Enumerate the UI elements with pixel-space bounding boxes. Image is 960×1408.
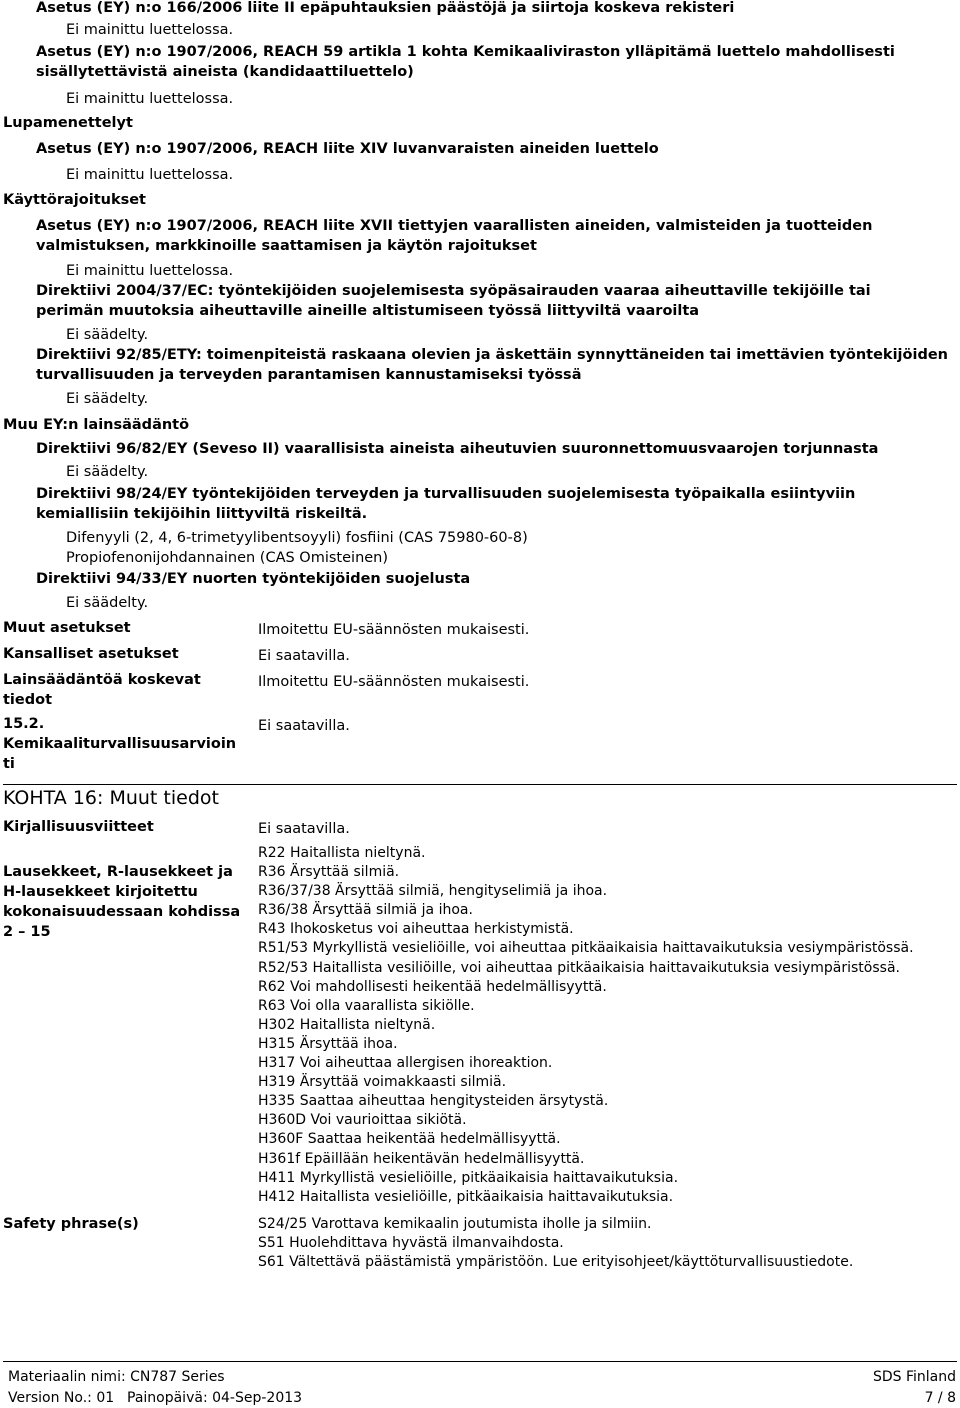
phrase-item: R43 Ihokosketus voi aiheuttaa herkistymistä. <box>258 921 574 938</box>
phrase-item: R52/53 Haitallista vesiliöille, voi aiheuttaa pitkäaikaisia haittavaikutuksia vesiympäristössä. <box>258 959 900 976</box>
phrase-item: R36/37/38 Ärsyttää silmiä, hengityselimiä ja ihoa. <box>258 883 608 900</box>
authorisations-heading: Lupamenettelyt <box>3 115 133 131</box>
legal-info-value: Ilmoitettu EU-säännösten mukaisesti. <box>258 674 530 690</box>
reach-xiv-value: Ei mainittu luettelossa. <box>66 167 234 183</box>
reach-xvii-title: Asetus (EY) n:o 1907/2006, REACH liite XVII tiettyjen vaarallisten aineiden, valmisteiden ja tuotteiden valmistuksen, markkinoille saattamisen ja käytön rajoitukset <box>36 218 873 254</box>
dir2004-value: Ei säädelty. <box>66 327 149 343</box>
phrase-item: H360D Voi vaurioittaa sikiötä. <box>258 1112 467 1129</box>
phrase-item: R62 Voi mahdollisesti heikentää hedelmällisyyttä. <box>258 978 607 995</box>
dir98-title: Direktiivi 98/24/EY työntekijöiden terveyden ja turvallisuuden suojelemisesta työpaikalla esiintyviin kemiallisiin tekijöihin liittyviltä riskeiltä. <box>36 486 856 522</box>
phrase-item: R51/53 Myrkyllistä vesieliöille, voi aiheuttaa pitkäaikaisia haittavaikutuksia vesiympäristössä. <box>258 940 914 957</box>
csa-label: Kemikaaliturvallisuusarviointi <box>3 736 237 772</box>
dir98-item-1: Difenyyli (2, 4, 6-trimetyylibentsoyyli) fosfiini (CAS 75980-60-8) <box>66 530 528 546</box>
section-divider <box>3 784 957 785</box>
phrase-item: R63 Voi olla vaarallista sikiölle. <box>258 997 475 1014</box>
phrase-item: H361f Epäillään heikentävän hedelmällisyyttä. <box>258 1150 585 1167</box>
dir96-title: Direktiivi 96/82/EY (Seveso II) vaarallisista aineista aiheutuvien suuronnettomuusvaarojen torjunnasta <box>36 441 879 457</box>
dir94-title: Direktiivi 94/33/EY nuorten työntekijöiden suojelusta <box>36 571 471 587</box>
phrase-item: R22 Haitallista nieltynä. <box>258 845 426 861</box>
footer-material-name: Materiaalin nimi: CN787 Series <box>8 1369 225 1385</box>
references-label: Kirjallisuusviitteet <box>3 819 154 835</box>
reach-xiv-title: Asetus (EY) n:o 1907/2006, REACH liite XIV luvanvaraisten aineiden luettelo <box>36 141 659 157</box>
phrases-list <box>258 844 914 1207</box>
safety-phrases-list <box>258 1215 853 1272</box>
section-16-heading: KOHTA 16: Muut tiedot <box>3 787 219 809</box>
dir94-value: Ei säädelty. <box>66 595 149 611</box>
footer-sds-label: SDS Finland <box>872 1369 956 1385</box>
phrases-label: Lausekkeet, R-lausekkeet ja H-lausekkeet kirjoitettu kokonaisuudessaan kohdissa 2 – 15 <box>3 864 241 940</box>
phrase-item: H335 Saattaa aiheuttaa hengitysteiden ärsytystä. <box>258 1093 609 1110</box>
dir98-item-2: Propiofenonijohdannainen (CAS Omisteinen) <box>66 550 389 566</box>
phrase-item: R36/38 Ärsyttää silmiä ja ihoa. <box>258 902 473 919</box>
safety-phrase-item: S51 Huolehdittava hyvästä ilmanvaihdosta. <box>258 1235 564 1252</box>
legal-info-label: Lainsäädäntöä koskevat tiedot <box>3 672 201 708</box>
csa-label-number: 15.2. <box>3 716 45 732</box>
phrase-item: H360F Saattaa heikentää hedelmällisyyttä. <box>258 1131 561 1148</box>
other-regulations-value: Ilmoitettu EU-säännösten mukaisesti. <box>258 622 530 638</box>
other-eu-heading: Muu EY:n lainsäädäntö <box>3 417 190 433</box>
reach59-title: Asetus (EY) n:o 1907/2006, REACH 59 artikla 1 kohta Kemikaaliviraston ylläpitämä luettelo mahdollisesti sisällytettävistä aineista (kandidaattiluettelo) <box>36 44 895 80</box>
dir2004-title: Direktiivi 2004/37/EC: työntekijöiden suojelemisesta syöpäsairauden vaaraa aiheuttaville tekijöille tai perimän muutoksia aiheuttaville aineille altistumiseen työssä liittyviltä vaaroilta <box>36 283 871 319</box>
phrase-item: H412 Haitallista vesieliöille, pitkäaikaisia haittavaikutuksia. <box>258 1188 674 1205</box>
phrase-item: H411 Myrkyllistä vesieliöille, pitkäaikaisia haittavaikutuksia. <box>258 1169 679 1186</box>
references-value: Ei saatavilla. <box>258 821 350 837</box>
phrase-item: R36 Ärsyttää silmiä. <box>258 864 400 881</box>
dir96-value: Ei säädelty. <box>66 464 149 480</box>
phrase-item: H315 Ärsyttää ihoa. <box>258 1035 398 1052</box>
phrase-item: H317 Voi aiheuttaa allergisen ihoreaktion. <box>258 1055 553 1072</box>
csa-value: Ei saatavilla. <box>258 718 350 734</box>
reg166-title: Asetus (EY) n:o 166/2006 liite II epäpuhtauksien päästöjä ja siirtoja koskeva rekisteri <box>36 0 735 16</box>
reach59-value: Ei mainittu luettelossa. <box>66 91 234 107</box>
safety-phrase-item: S24/25 Varottava kemikaalin joutumista iholle ja silmiin. <box>258 1216 652 1232</box>
footer-print-date: Painopäivä: 04-Sep-2013 <box>127 1390 303 1406</box>
footer-version: Version No.: 01 <box>8 1390 115 1406</box>
phrase-item: H302 Haitallista nieltynä. <box>258 1016 436 1033</box>
restrictions-heading: Käyttörajoitukset <box>3 192 146 208</box>
safety-phrases-label: Safety phrase(s) <box>3 1216 139 1232</box>
footer-page-number: 7 / 8 <box>924 1390 956 1406</box>
safety-phrase-item: S61 Vältettävä päästämistä ympäristöön. Lue erityisohjeet/käyttöturvallisuustiedote. <box>258 1254 854 1271</box>
reach-xvii-value: Ei mainittu luettelossa. <box>66 263 234 279</box>
other-regulations-label: Muut asetukset <box>3 620 131 636</box>
national-regulations-label: Kansalliset asetukset <box>3 646 179 662</box>
footer-divider <box>3 1361 957 1362</box>
reg166-value: Ei mainittu luettelossa. <box>66 22 234 38</box>
national-regulations-value: Ei saatavilla. <box>258 648 350 664</box>
phrase-item: H319 Ärsyttää voimakkaasti silmiä. <box>258 1074 507 1091</box>
dir92-title: Direktiivi 92/85/ETY: toimenpiteistä raskaana olevien ja äskettäin synnyttäneiden tai imettävien työntekijöiden turvallisuuden ja terveyden parantamisen kannustamiseksi työssä <box>36 347 948 383</box>
dir92-value: Ei säädelty. <box>66 391 149 407</box>
